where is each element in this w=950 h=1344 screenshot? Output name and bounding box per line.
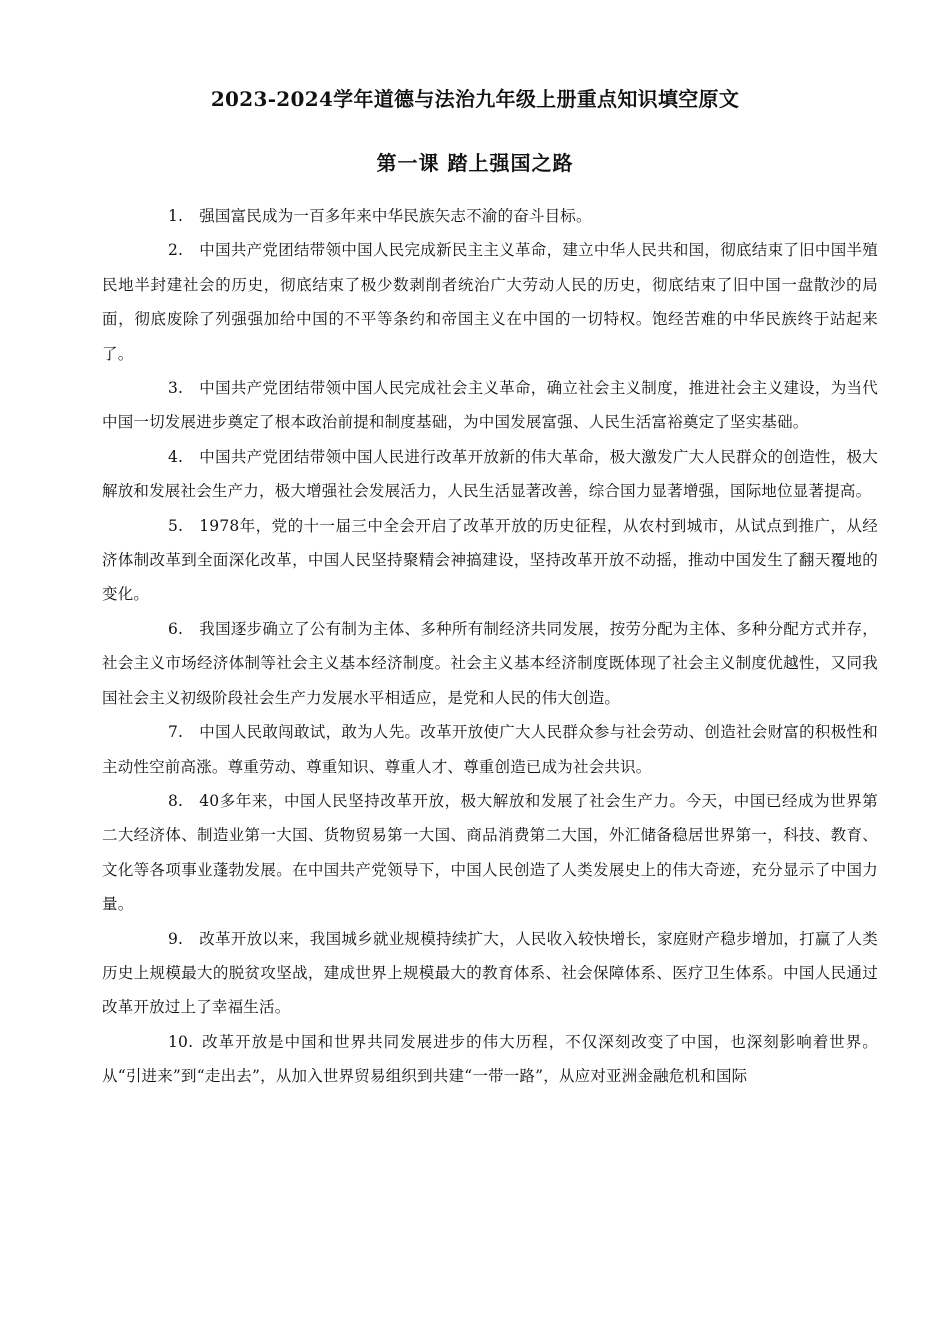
paragraph-9 [102,922,878,1025]
paragraph-1 [102,199,878,233]
paragraph-number: 2. [168,241,184,260]
paragraph-text: 中国人民敢闯敢试，敢为人先。改革开放使广大人民群众参与社会劳动、创造社会财富的积极性和主动性空前高涨。尊重劳动、尊重知识、尊重人才、尊重创造已成为社会共识。 [102,723,878,776]
paragraph-number: 7. [168,723,184,742]
paragraph-number: 6. [168,619,184,638]
paragraph-text: 我国逐步确立了公有制为主体、多种所有制经济共同发展，按劳分配为主体、多种分配方式并存，社会主义市场经济体制等社会主义基本经济制度。社会主义基本经济制度既体现了社会主义制度优越性，又同我国社会主义初级阶段社会生产力发展水平相适应，是党和人民的伟大创造。 [102,619,878,707]
paragraph-text: 中国共产党团结带领中国人民完成新民主主义革命，建立中华人民共和国，彻底结束了旧中国半殖民地半封建社会的历史，彻底结束了极少数剥削者统治广大劳动人民的历史，彻底结束了旧中国一盘散沙的局面，彻底废除了列强强加给中国的不平等条约和帝国主义在中国的一切特权。饱经苦难的中华民族终于站起来了。 [102,241,878,363]
paragraph-text: 1978年，党的十一届三中全会开启了改革开放的历史征程，从农村到城市，从试点到推广，从经济体制改革到全面深化改革，中国人民坚持聚精会神搞建设，坚持改革开放不动摇，推动中国发生了翻天覆地的变化。 [102,516,878,604]
lesson-title: 第一课 踏上强国之路 [376,151,574,175]
paragraph-text: 改革开放以来，我国城乡就业规模持续扩大，人民收入较快增长，家庭财产稳步增加，打赢了人类历史上规模最大的脱贫攻坚战，建成世界上规模最大的教育体系、社会保障体系、医疗卫生体系。中国人民通过改革开放过上了幸福生活。 [102,929,878,1017]
paragraph-6 [102,612,878,715]
paragraph-text: 中国共产党团结带领中国人民进行改革开放新的伟大革命，极大激发广大人民群众的创造性，极大解放和发展社会生产力，极大增强社会发展活力，人民生活显著改善，综合国力显著增强，国际地位显著提高。 [102,447,878,501]
paragraph-3 [102,371,878,440]
paragraph-8 [102,784,878,922]
paragraph-7 [102,715,878,784]
document-title: 2023-2024学年道德与法治九年级上册重点知识填空原文 [210,87,740,111]
paragraph-number: 8. [168,791,184,810]
paragraph-number: 5. [168,516,184,535]
paragraph-number: 10. [168,1032,194,1051]
paragraph-number: 9. [168,929,184,948]
paragraph-number: 4. [168,447,184,466]
paragraph-number: 3. [168,379,184,398]
paragraph-text: 40多年来，中国人民坚持改革开放，极大解放和发展了社会生产力。今天，中国已经成为世界第二大经济体、制造业第一大国、货物贸易第一大国、商品消费第二大国，外汇储备稳居世界第一，科技、教育、文化等各项事业蓬勃发展。在中国共产党领导下，中国人民创造了人类发展史上的伟大奇迹，充分显示了中国力量。 [102,791,878,914]
paragraph-number: 1. [168,207,184,225]
paragraph-5 [102,509,878,612]
document-body [102,199,878,1094]
paragraph-text: 改革开放是中国和世界共同发展进步的伟大历程，不仅深刻改变了中国，也深刻影响着世界。从“引进来”到“走出去”，从加入世界贸易组织到共建“一带一路”，从应对亚洲金融危机和国际 [102,1032,878,1086]
paragraph-text: 强国富民成为一百多年来中华民族矢志不渝的奋斗目标。 [199,207,592,225]
paragraph-4 [102,440,878,509]
paragraph-text: 中国共产党团结带领中国人民完成社会主义革命，确立社会主义制度，推进社会主义建设，为当代中国一切发展进步奠定了根本政治前提和制度基础，为中国发展富强、人民生活富裕奠定了坚实基础。 [102,379,878,432]
paragraph-10 [102,1025,878,1094]
paragraph-2 [102,233,878,371]
